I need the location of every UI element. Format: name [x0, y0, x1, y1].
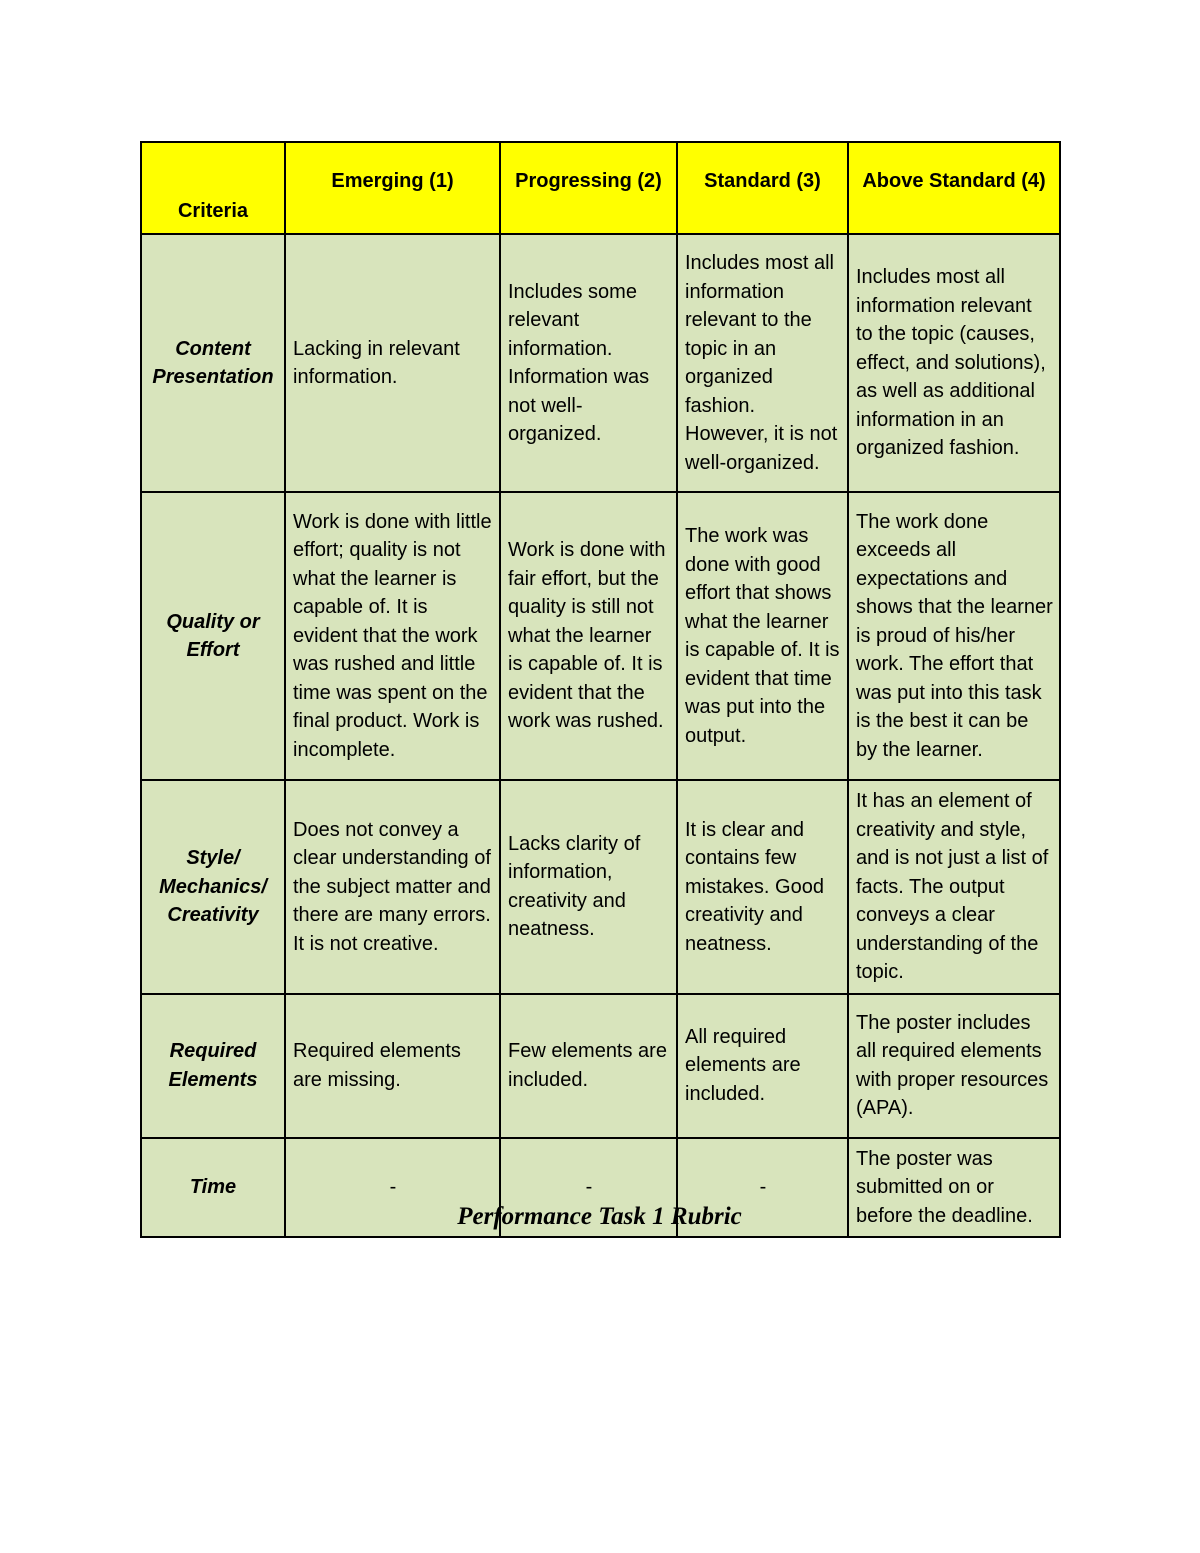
- header-progressing: Progressing (2): [500, 142, 677, 234]
- cell-above-standard: Includes most all information relevant to the topic (causes, effect, and solutions), as well as additional information in an organized fashion.: [848, 234, 1060, 492]
- cell-above-standard: It has an element of creativity and style, and is not just a list of facts. The output conveys a clear understanding of the topic.: [848, 780, 1060, 994]
- table-caption: Performance Task 1 Rubric: [457, 1203, 742, 1230]
- cell-progressing: Lacks clarity of information, creativity and neatness.: [500, 780, 677, 994]
- cell-emerging: Required elements are missing.: [285, 994, 500, 1138]
- table-row: [141, 994, 1060, 1138]
- cell-emerging: Does not convey a clear understanding of the subject matter and there are many errors. It is not creative.: [285, 780, 500, 994]
- cell-above-standard: The poster includes all required elements with proper resources (APA).: [848, 994, 1060, 1138]
- cell-standard: The work was done with good effort that shows what the learner is capable of. It is evident that time was put into the output.: [677, 492, 848, 780]
- header-criteria: Criteria: [141, 142, 285, 234]
- table-row: [141, 492, 1060, 780]
- cell-progressing: -: [500, 1138, 677, 1238]
- cell-progressing: Few elements are included.: [500, 994, 677, 1138]
- header-emerging: Emerging (1): [285, 142, 500, 234]
- criterion-style-mechanics-creativity: Style/ Mechanics/ Creativity: [141, 780, 285, 994]
- cell-above-standard: The poster was submitted on or before the deadline.: [848, 1138, 1060, 1238]
- cell-emerging: Lacking in relevant information.: [285, 234, 500, 492]
- rubric-table: [140, 141, 1061, 1238]
- criterion-required-elements: Required Elements: [141, 994, 285, 1138]
- cell-standard: It is clear and contains few mistakes. Good creativity and neatness.: [677, 780, 848, 994]
- header-standard: Standard (3): [677, 142, 848, 234]
- cell-above-standard: The work done exceeds all expectations and shows that the learner is proud of his/her work. The effort that was put into this task is the best it can be by the learner.: [848, 492, 1060, 780]
- cell-standard: All required elements are included.: [677, 994, 848, 1138]
- criterion-content-presentation: Content Presentation: [141, 234, 285, 492]
- cell-progressing: Includes some relevant information. Information was not well-organized.: [500, 234, 677, 492]
- cell-progressing: Work is done with fair effort, but the quality is still not what the learner is capable of. It is evident that the work was rushed.: [500, 492, 677, 780]
- header-row: [141, 142, 1060, 234]
- cell-standard: -: [677, 1138, 848, 1238]
- table-row: [141, 234, 1060, 492]
- header-above-standard: Above Standard (4): [848, 142, 1060, 234]
- cell-emerging: Work is done with little effort; quality is not what the learner is capable of. It is evident that the work was rushed and little time was spent on the final product. Work is incomplete.: [285, 492, 500, 780]
- criterion-time: Time: [141, 1138, 285, 1238]
- cell-standard: Includes most all information relevant to the topic in an organized fashion. However, it is not well-organized.: [677, 234, 848, 492]
- table-row: [141, 780, 1060, 994]
- criterion-quality-or-effort: Quality or Effort: [141, 492, 285, 780]
- cell-emerging: -: [285, 1138, 500, 1238]
